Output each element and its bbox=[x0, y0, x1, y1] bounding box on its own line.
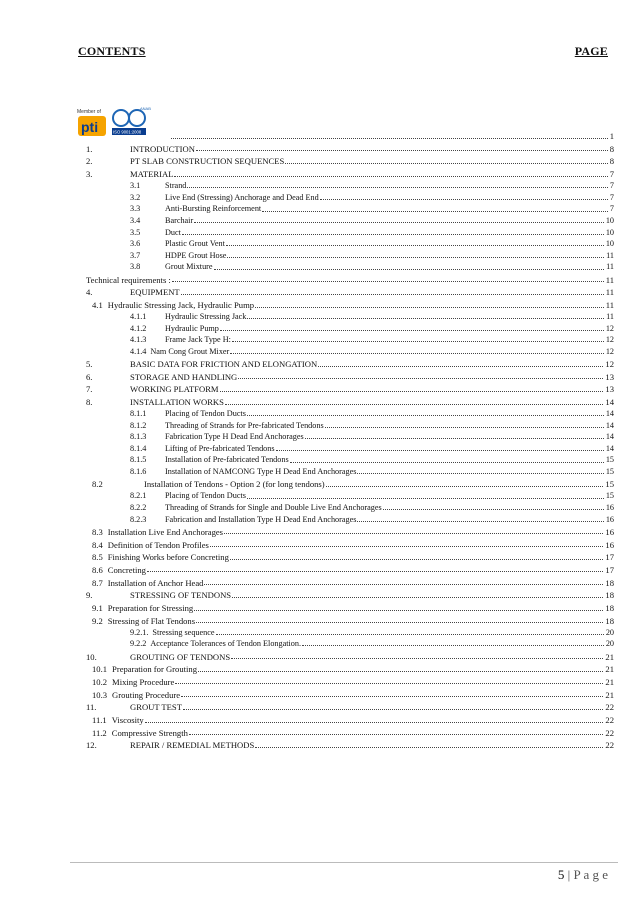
toc-entry-number: 11.2 bbox=[92, 727, 107, 738]
toc-leader-dots bbox=[285, 163, 607, 164]
toc-entry[interactable] bbox=[86, 214, 614, 226]
toc-entry[interactable] bbox=[86, 225, 614, 237]
toc-entry-number: 12. bbox=[86, 740, 97, 751]
toc-entry[interactable] bbox=[86, 202, 614, 214]
toc-entry-title: EQUIPMENT bbox=[130, 287, 180, 298]
toc-entry[interactable] bbox=[86, 310, 614, 322]
toc-entry[interactable] bbox=[86, 524, 614, 537]
toc-entry-title: Installation of Tendons - Option 2 (for long tendons) bbox=[144, 479, 325, 490]
toc-entry-title: Hydraulic Pump bbox=[165, 323, 219, 333]
toc-entry-title: Threading of Strands for Single and Double Live End Anchorages bbox=[165, 502, 382, 512]
toc-entry[interactable] bbox=[86, 418, 614, 430]
toc-entry[interactable] bbox=[86, 128, 614, 141]
toc-entry-title: Duct bbox=[165, 227, 181, 237]
toc-entry-title: WORKING PLATFORM bbox=[130, 384, 219, 395]
toc-entry[interactable] bbox=[86, 260, 614, 272]
toc-entry[interactable] bbox=[86, 141, 614, 154]
toc-entry-page: 11 bbox=[605, 299, 614, 310]
toc-leader-dots bbox=[326, 486, 604, 487]
toc-leader-dots bbox=[194, 222, 604, 223]
toc-entry-page: 18 bbox=[605, 615, 614, 626]
toc-entry[interactable] bbox=[86, 613, 614, 626]
toc-entry[interactable] bbox=[86, 712, 614, 725]
toc-entry[interactable] bbox=[86, 190, 614, 202]
toc-entry-title: INTRODUCTION bbox=[130, 143, 195, 154]
toc-entry-page: 10 bbox=[605, 227, 614, 237]
toc-entry-page: 17 bbox=[605, 552, 614, 563]
toc-leader-dots bbox=[232, 597, 603, 598]
toc-entry[interactable] bbox=[86, 489, 614, 501]
toc-entry-title: GROUT TEST bbox=[130, 702, 182, 713]
toc-entry-title: Compressive Strength bbox=[111, 727, 188, 738]
toc-entry-page: 21 bbox=[605, 689, 614, 700]
toc-entry-number: 8.2.2 bbox=[130, 502, 147, 512]
toc-leader-dots bbox=[171, 138, 608, 139]
toc-entry-page: 1 bbox=[609, 131, 614, 142]
toc-entry-title: Hydraulic Stressing Jack, Hydraulic Pump bbox=[107, 299, 255, 310]
toc-entry-page: 18 bbox=[605, 577, 614, 588]
toc-leader-dots bbox=[175, 683, 603, 684]
toc-entry[interactable] bbox=[86, 166, 614, 179]
toc-leader-dots bbox=[220, 330, 604, 331]
toc-entry-number: 10.2 bbox=[92, 676, 108, 687]
toc-entry-page: 15 bbox=[605, 491, 614, 501]
toc-entry-page: 18 bbox=[605, 602, 614, 613]
toc-entry[interactable] bbox=[86, 625, 614, 637]
toc-entry-page: 21 bbox=[605, 664, 614, 675]
toc-entry[interactable] bbox=[86, 248, 614, 260]
toc-entry-number: 4.1.3 bbox=[130, 335, 147, 345]
toc-entry-title: Placing of Tendon Ducts bbox=[165, 491, 246, 501]
toc-entry-page: 7 bbox=[609, 192, 614, 202]
toc-entry-page: 16 bbox=[605, 539, 614, 550]
toc-entry-number: 2. bbox=[86, 156, 93, 167]
toc-entry[interactable] bbox=[86, 407, 614, 419]
toc-leader-dots bbox=[187, 187, 608, 188]
toc-leader-dots bbox=[194, 610, 603, 611]
toc-entry-number: 4.1 bbox=[92, 299, 103, 310]
toc-entry-number: 4.1.1 bbox=[130, 311, 147, 321]
toc-entry-number: 8.1.3 bbox=[130, 432, 147, 442]
toc-leader-dots bbox=[196, 622, 603, 623]
toc-entry[interactable] bbox=[86, 465, 614, 477]
toc-entry-page: 15 bbox=[605, 455, 614, 465]
toc-entry[interactable] bbox=[86, 674, 614, 687]
toc-entry[interactable] bbox=[86, 512, 614, 524]
toc-entry-number: 9.1 bbox=[92, 602, 103, 613]
toc-entry-number: 9.2.2 bbox=[130, 639, 147, 649]
toc-entry-page: 8 bbox=[609, 156, 614, 167]
cert-text: ANAB bbox=[140, 106, 151, 111]
toc-entry-page: 14 bbox=[605, 420, 614, 430]
toc-entry-page: 22 bbox=[605, 702, 614, 713]
toc-leader-dots bbox=[318, 366, 603, 367]
toc-entry-title: Fabrication Type H Dead End Anchorages bbox=[165, 432, 304, 442]
toc-entry-title: Technical requirements : bbox=[86, 274, 171, 285]
toc-entry-title: PT SLAB CONSTRUCTION SEQUENCES bbox=[130, 156, 285, 167]
toc-leader-dots bbox=[230, 559, 604, 560]
toc-entry-page: 7 bbox=[609, 169, 614, 180]
member-of-text: Member of bbox=[77, 109, 101, 115]
toc-entry-page: 14 bbox=[605, 409, 614, 419]
toc-entry-page: 11 bbox=[606, 262, 614, 272]
toc-entry[interactable] bbox=[86, 284, 614, 297]
toc-entry-title: HDPE Grout Hose bbox=[165, 250, 227, 260]
toc-entry-number: 8.7 bbox=[92, 577, 103, 588]
toc-entry[interactable] bbox=[86, 476, 614, 489]
toc-entry-title: Preparation for Stressing bbox=[107, 602, 194, 613]
toc-leader-dots bbox=[220, 391, 604, 392]
toc-entry-number: 4.1.4 bbox=[130, 346, 147, 356]
footer-divider bbox=[70, 862, 618, 863]
toc-entry-title: Installation Live End Anchorages bbox=[107, 526, 224, 537]
toc-entry-page: 21 bbox=[605, 651, 614, 662]
toc-entry-number: 9.2 bbox=[92, 615, 103, 626]
toc-entry[interactable] bbox=[86, 737, 614, 750]
toc-entry-title: Definition of Tendon Profiles bbox=[107, 539, 209, 550]
toc-leader-dots bbox=[230, 353, 604, 354]
toc-entry-number: 11. bbox=[86, 702, 97, 713]
toc-entry-title: Lifting of Pre-fabricated Tendons bbox=[165, 443, 275, 453]
toc-leader-dots bbox=[357, 473, 603, 474]
toc-entry-title: Fabrication and Installation Type H Dead End Anchorages bbox=[165, 514, 357, 524]
page-separator: | bbox=[567, 867, 571, 882]
toc-entry-number: 8.1.1 bbox=[130, 409, 147, 419]
toc-entry-page: 7 bbox=[609, 181, 614, 191]
toc-entry[interactable] bbox=[86, 272, 614, 285]
toc-leader-dots bbox=[204, 584, 603, 585]
toc-entry-page: 13 bbox=[605, 371, 614, 382]
toc-entry[interactable] bbox=[86, 600, 614, 613]
table-of-contents bbox=[86, 128, 614, 750]
toc-entry-number: 3. bbox=[86, 169, 93, 180]
toc-entry-page: 14 bbox=[605, 443, 614, 453]
toc-entry-number: 8.1.5 bbox=[130, 455, 147, 465]
toc-entry-title: Live End (Stressing) Anchorage and Dead End bbox=[165, 192, 319, 202]
toc-leader-dots bbox=[210, 546, 603, 547]
toc-entry-page: 16 bbox=[605, 514, 614, 524]
toc-entry-page: 16 bbox=[605, 502, 614, 512]
toc-entry[interactable] bbox=[86, 441, 614, 453]
toc-leader-dots bbox=[357, 521, 603, 522]
toc-leader-dots bbox=[227, 257, 604, 258]
toc-entry-title: Strand bbox=[165, 181, 187, 191]
toc-entry-number: 3.8 bbox=[130, 262, 141, 272]
toc-entry-number: 7. bbox=[86, 384, 93, 395]
toc-entry-number: 8. bbox=[86, 397, 93, 408]
toc-entry-page: 10 bbox=[605, 239, 614, 249]
toc-entry[interactable] bbox=[86, 574, 614, 587]
toc-entry-page: 11 bbox=[605, 287, 614, 298]
toc-entry-number: 8.1.2 bbox=[130, 420, 147, 430]
toc-entry-title: Placing of Tendon Ducts bbox=[165, 409, 246, 419]
iso-text: ISO 9001:2008 bbox=[113, 129, 142, 135]
toc-entry-number: 10.1 bbox=[92, 664, 108, 675]
page-number: 5 bbox=[557, 867, 565, 882]
toc-leader-dots bbox=[145, 722, 604, 723]
toc-entry-number: 11.1 bbox=[92, 714, 107, 725]
toc-leader-dots bbox=[276, 450, 604, 451]
contents-heading: CONTENTS bbox=[78, 44, 146, 58]
toc-entry-page: 10 bbox=[605, 215, 614, 225]
toc-leader-dots bbox=[183, 709, 603, 710]
toc-entry-title: Concreting bbox=[107, 564, 146, 575]
toc-entry-title: BASIC DATA FOR FRICTION AND ELONGATION bbox=[130, 359, 318, 370]
toc-entry-page: 8 bbox=[609, 143, 614, 154]
toc-leader-dots bbox=[172, 281, 604, 282]
page-word: P a g e bbox=[573, 867, 608, 882]
toc-leader-dots bbox=[196, 150, 608, 151]
toc-entry[interactable] bbox=[86, 321, 614, 333]
toc-leader-dots bbox=[247, 498, 604, 499]
toc-entry-title: Stressing of Flat Tendons bbox=[107, 615, 196, 626]
toc-entry[interactable] bbox=[86, 179, 614, 191]
toc-entry-title: GROUTING OF TENDONS bbox=[130, 651, 231, 662]
toc-leader-dots bbox=[181, 294, 604, 295]
toc-entry-number: 4. bbox=[86, 287, 93, 298]
toc-leader-dots bbox=[325, 427, 604, 428]
toc-entry-number: 4.1.2 bbox=[130, 323, 147, 333]
toc-entry[interactable] bbox=[86, 394, 614, 407]
toc-entry-title: Viscosity bbox=[111, 714, 144, 725]
toc-leader-dots bbox=[290, 462, 604, 463]
toc-entry-number: 8.2.3 bbox=[130, 514, 147, 524]
toc-entry-title: Threading of Strands for Pre-fabricated Tendons bbox=[165, 420, 324, 430]
toc-entry-page: 15 bbox=[605, 467, 614, 477]
toc-entry-page: 14 bbox=[605, 432, 614, 442]
toc-entry[interactable] bbox=[86, 237, 614, 249]
toc-entry-page: 20 bbox=[605, 639, 614, 649]
toc-leader-dots bbox=[189, 734, 604, 735]
toc-entry-title: STORAGE AND HANDLING bbox=[130, 371, 238, 382]
toc-entry-number: 3.7 bbox=[130, 250, 141, 260]
toc-leader-dots bbox=[174, 176, 607, 177]
toc-entry[interactable] bbox=[86, 501, 614, 513]
toc-leader-dots bbox=[147, 571, 603, 572]
toc-entry-title: REPAIR / REMEDIAL METHODS bbox=[130, 740, 255, 751]
toc-entry-page: 21 bbox=[605, 676, 614, 687]
toc-leader-dots bbox=[238, 378, 603, 379]
toc-entry-number: 5. bbox=[86, 359, 93, 370]
toc-entry-number: 10. bbox=[86, 651, 97, 662]
toc-entry-page: 12 bbox=[605, 346, 614, 356]
toc-entry-number: 3.1 bbox=[130, 181, 141, 191]
toc-entry-title: Nam Cong Grout Mixer bbox=[150, 346, 230, 356]
toc-entry[interactable] bbox=[86, 587, 614, 600]
toc-entry[interactable] bbox=[86, 562, 614, 575]
toc-entry-page: 12 bbox=[605, 359, 614, 370]
toc-entry-title: Grouting Procedure bbox=[112, 689, 181, 700]
toc-leader-dots bbox=[198, 671, 603, 672]
toc-entry[interactable] bbox=[86, 686, 614, 699]
toc-entry-title: Installation of Pre-fabricated Tendons bbox=[165, 455, 289, 465]
toc-entry-number: 8.4 bbox=[92, 539, 103, 550]
toc-entry-title: Barchair bbox=[165, 215, 194, 225]
toc-entry-title: Anti-Bursting Reinforcement bbox=[165, 204, 262, 214]
toc-entry-number: 9.2.1. bbox=[130, 627, 149, 637]
toc-entry-title: STRESSING OF TENDONS bbox=[130, 590, 232, 601]
toc-entry[interactable] bbox=[86, 153, 614, 166]
toc-entry-number: 8.3 bbox=[92, 526, 103, 537]
toc-entry[interactable] bbox=[86, 381, 614, 394]
toc-entry-page: 13 bbox=[605, 384, 614, 395]
toc-entry-title: Frame Jack Type H: bbox=[165, 335, 231, 345]
toc-entry-title: Installation of Anchor Head bbox=[107, 577, 204, 588]
toc-entry-number: 9. bbox=[86, 590, 93, 601]
toc-entry[interactable] bbox=[86, 699, 614, 712]
toc-entry-page: 11 bbox=[605, 274, 614, 285]
toc-entry[interactable] bbox=[86, 297, 614, 310]
toc-entry-number: 8.2 bbox=[92, 479, 103, 490]
toc-entry[interactable] bbox=[86, 648, 614, 661]
page-heading: PAGE bbox=[574, 44, 608, 58]
toc-entry-number: 8.1.4 bbox=[130, 443, 147, 453]
toc-entry-title: Grout Mixture bbox=[165, 262, 213, 272]
toc-entry-page: 12 bbox=[605, 335, 614, 345]
toc-entry-number: 8.2.1 bbox=[130, 491, 147, 501]
toc-entry-page: 20 bbox=[605, 627, 614, 637]
toc-leader-dots bbox=[214, 269, 605, 270]
toc-leader-dots bbox=[182, 234, 604, 235]
toc-leader-dots bbox=[320, 199, 608, 200]
toc-entry-page: 22 bbox=[605, 740, 614, 751]
toc-entry-title: Stressing sequence bbox=[152, 627, 215, 637]
toc-entry-page: 15 bbox=[605, 479, 614, 490]
toc-entry-number: 10.3 bbox=[92, 689, 108, 700]
toc-leader-dots bbox=[232, 341, 604, 342]
toc-entry-page: 17 bbox=[605, 564, 614, 575]
toc-entry-title: Hydraulic Stressing Jack bbox=[165, 311, 247, 321]
toc-leader-dots bbox=[216, 634, 604, 635]
toc-entry[interactable] bbox=[86, 369, 614, 382]
toc-entry-page: 14 bbox=[605, 397, 614, 408]
toc-entry[interactable] bbox=[86, 536, 614, 549]
toc-entry-page: 11 bbox=[606, 311, 614, 321]
toc-leader-dots bbox=[247, 318, 604, 319]
page-footer bbox=[558, 867, 608, 883]
toc-leader-dots bbox=[255, 747, 603, 748]
toc-entry-title: Plastic Grout Vent bbox=[165, 239, 225, 249]
toc-entry[interactable] bbox=[86, 430, 614, 442]
toc-entry-page: 11 bbox=[606, 250, 614, 260]
toc-entry[interactable] bbox=[86, 661, 614, 674]
toc-entry-title: Installation of NAMCONG Type H Dead End Anchorages bbox=[165, 467, 357, 477]
toc-entry[interactable] bbox=[86, 725, 614, 738]
toc-entry[interactable] bbox=[86, 356, 614, 369]
toc-entry-title: MATERIAL bbox=[130, 169, 174, 180]
toc-leader-dots bbox=[302, 645, 604, 646]
toc-entry-number: 6. bbox=[86, 371, 93, 382]
toc-leader-dots bbox=[225, 404, 603, 405]
toc-leader-dots bbox=[262, 211, 608, 212]
toc-entry-number: 8.1.6 bbox=[130, 467, 147, 477]
toc-entry[interactable] bbox=[86, 453, 614, 465]
toc-entry-number: 3.3 bbox=[130, 204, 141, 214]
toc-leader-dots bbox=[255, 307, 604, 308]
toc-leader-dots bbox=[247, 415, 604, 416]
toc-leader-dots bbox=[224, 533, 603, 534]
toc-entry-number: 3.6 bbox=[130, 239, 141, 249]
toc-entry-page: 18 bbox=[605, 590, 614, 601]
toc-entry-page: 22 bbox=[605, 714, 614, 725]
toc-entry-number: 8.5 bbox=[92, 552, 103, 563]
toc-leader-dots bbox=[231, 658, 603, 659]
toc-entry-page: 7 bbox=[609, 204, 614, 214]
toc-entry[interactable] bbox=[86, 333, 614, 345]
toc-leader-dots bbox=[181, 696, 603, 697]
toc-entry-number: 3.5 bbox=[130, 227, 141, 237]
toc-entry[interactable] bbox=[86, 637, 614, 649]
toc-entry-page: 12 bbox=[605, 323, 614, 333]
toc-entry-page: 22 bbox=[605, 727, 614, 738]
toc-entry-number: 8.6 bbox=[92, 564, 103, 575]
toc-entry-page: 16 bbox=[605, 526, 614, 537]
toc-entry-title: Mixing Procedure bbox=[112, 676, 175, 687]
toc-entry-number: 3.2 bbox=[130, 192, 141, 202]
toc-leader-dots bbox=[305, 438, 604, 439]
toc-entry-number: 1. bbox=[86, 143, 93, 154]
toc-leader-dots bbox=[383, 509, 604, 510]
toc-entry[interactable] bbox=[86, 344, 614, 356]
toc-entry[interactable] bbox=[86, 549, 614, 562]
toc-entry-title: Finishing Works before Concreting bbox=[107, 552, 229, 563]
toc-entry-title: Preparation for Grouting bbox=[112, 664, 198, 675]
toc-entry-number: 3.4 bbox=[130, 215, 141, 225]
toc-leader-dots bbox=[226, 245, 604, 246]
pti-text: pti bbox=[81, 119, 99, 135]
toc-entry-title: Acceptance Tolerances of Tendon Elongation. bbox=[150, 639, 302, 649]
toc-entry-title: INSTALLATION WORKS bbox=[130, 397, 224, 408]
